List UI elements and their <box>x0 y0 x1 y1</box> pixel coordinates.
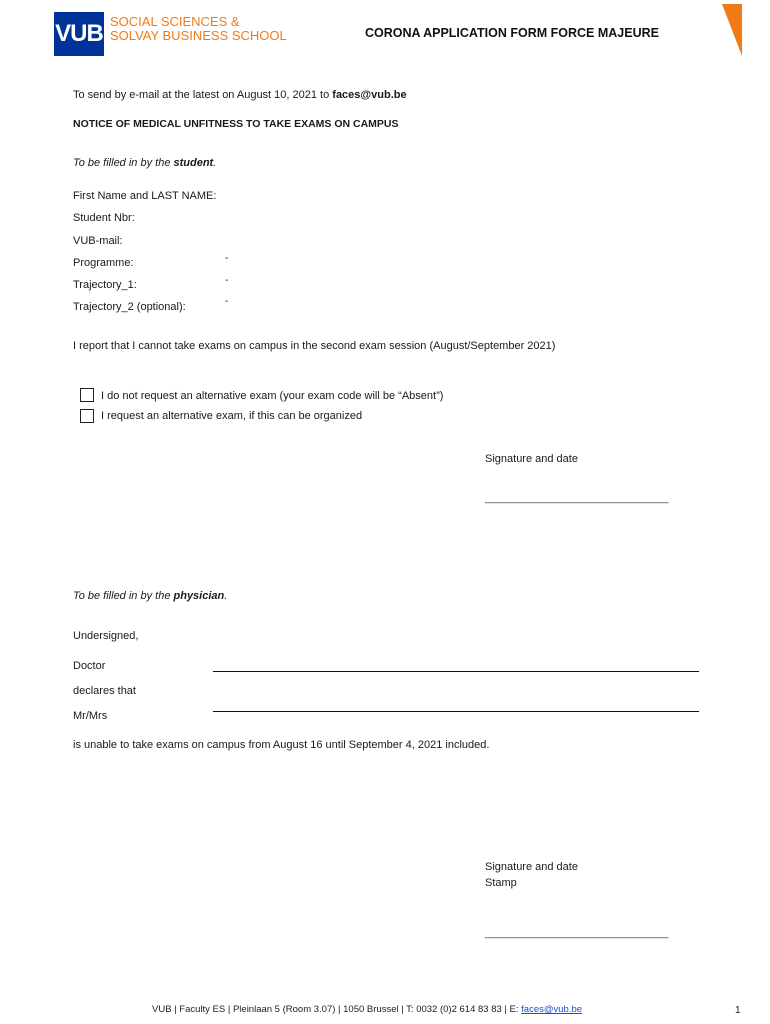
student-signature-label: Signature and date <box>485 453 578 465</box>
logo-line-1: SOCIAL SCIENCES & <box>110 14 240 29</box>
field-value-trajectory-1[interactable]: - <box>225 275 229 286</box>
option-no-alternative-checkbox[interactable] <box>80 388 94 402</box>
student-filled-role: student <box>173 157 214 169</box>
faculty-logo-text <box>110 15 287 43</box>
physician-filled-prefix: To be filled in by the <box>73 590 174 602</box>
vub-logo-mark: VUB <box>54 12 104 56</box>
option-no-alternative-label: I do not request an alternative exam (your exam code will be “Absent”) <box>101 390 444 402</box>
send-instruction-text: To send by e-mail at the latest on August 10, 2021 to <box>73 89 333 101</box>
unable-statement: is unable to take exams on campus from August 16 until September 4, 2021 included. <box>73 739 490 751</box>
field-label-vub-mail: VUB-mail: <box>73 235 123 247</box>
field-label-trajectory-1: Trajectory_1: <box>73 279 137 291</box>
logo-line-2: SOLVAY BUSINESS SCHOOL <box>110 28 287 43</box>
report-statement: I report that I cannot take exams on campus in the second exam session (August/September 2021) <box>73 340 556 352</box>
physician-filled-note <box>73 590 227 602</box>
orange-flag-decoration <box>722 4 742 56</box>
doctor-label: Doctor <box>73 660 106 672</box>
field-label-student-nbr: Student Nbr: <box>73 212 135 224</box>
form-title: CORONA APPLICATION FORM FORCE MAJEURE <box>365 26 659 40</box>
physician-filled-role: physician <box>173 590 225 602</box>
student-filled-prefix: To be filled in by the <box>73 157 174 169</box>
send-instruction <box>73 89 407 101</box>
footer-contact <box>152 1004 582 1015</box>
physician-stamp-label: Stamp <box>485 877 517 889</box>
student-signature-line[interactable]: ______________________________ <box>485 492 669 504</box>
footer-email-link[interactable]: faces@vub.be <box>521 1004 583 1015</box>
send-email: faces@vub.be <box>332 89 407 101</box>
physician-filled-suffix: . <box>224 590 228 602</box>
field-label-programme: Programme: <box>73 257 134 269</box>
mrmrs-label: Mr/Mrs <box>73 710 108 722</box>
physician-signature-line[interactable]: ______________________________ <box>485 927 669 939</box>
student-filled-note <box>73 157 216 169</box>
field-label-name: First Name and LAST NAME: <box>73 190 217 202</box>
footer-text: VUB | Faculty ES | Pleinlaan 5 (Room 3.07) | 1050 Brussel | T: 0032 (0)2 614 83 83 | E: <box>152 1004 522 1015</box>
page-number: 1 <box>735 1005 741 1016</box>
student-filled-suffix: . <box>213 157 217 169</box>
physician-signature-label: Signature and date <box>485 861 578 873</box>
option-alternative-checkbox[interactable] <box>80 409 94 423</box>
field-label-trajectory-2: Trajectory_2 (optional): <box>73 301 186 313</box>
doctor-name-line[interactable] <box>213 671 699 672</box>
field-value-programme[interactable]: - <box>225 253 229 264</box>
notice-heading: NOTICE OF MEDICAL UNFITNESS TO TAKE EXAMS ON CAMPUS <box>73 118 399 130</box>
option-alternative-label: I request an alternative exam, if this can be organized <box>101 410 363 422</box>
declares-label: declares that <box>73 685 136 697</box>
undersigned-label: Undersigned, <box>73 630 139 642</box>
patient-name-line[interactable] <box>213 711 699 712</box>
field-value-trajectory-2[interactable]: - <box>225 296 229 307</box>
